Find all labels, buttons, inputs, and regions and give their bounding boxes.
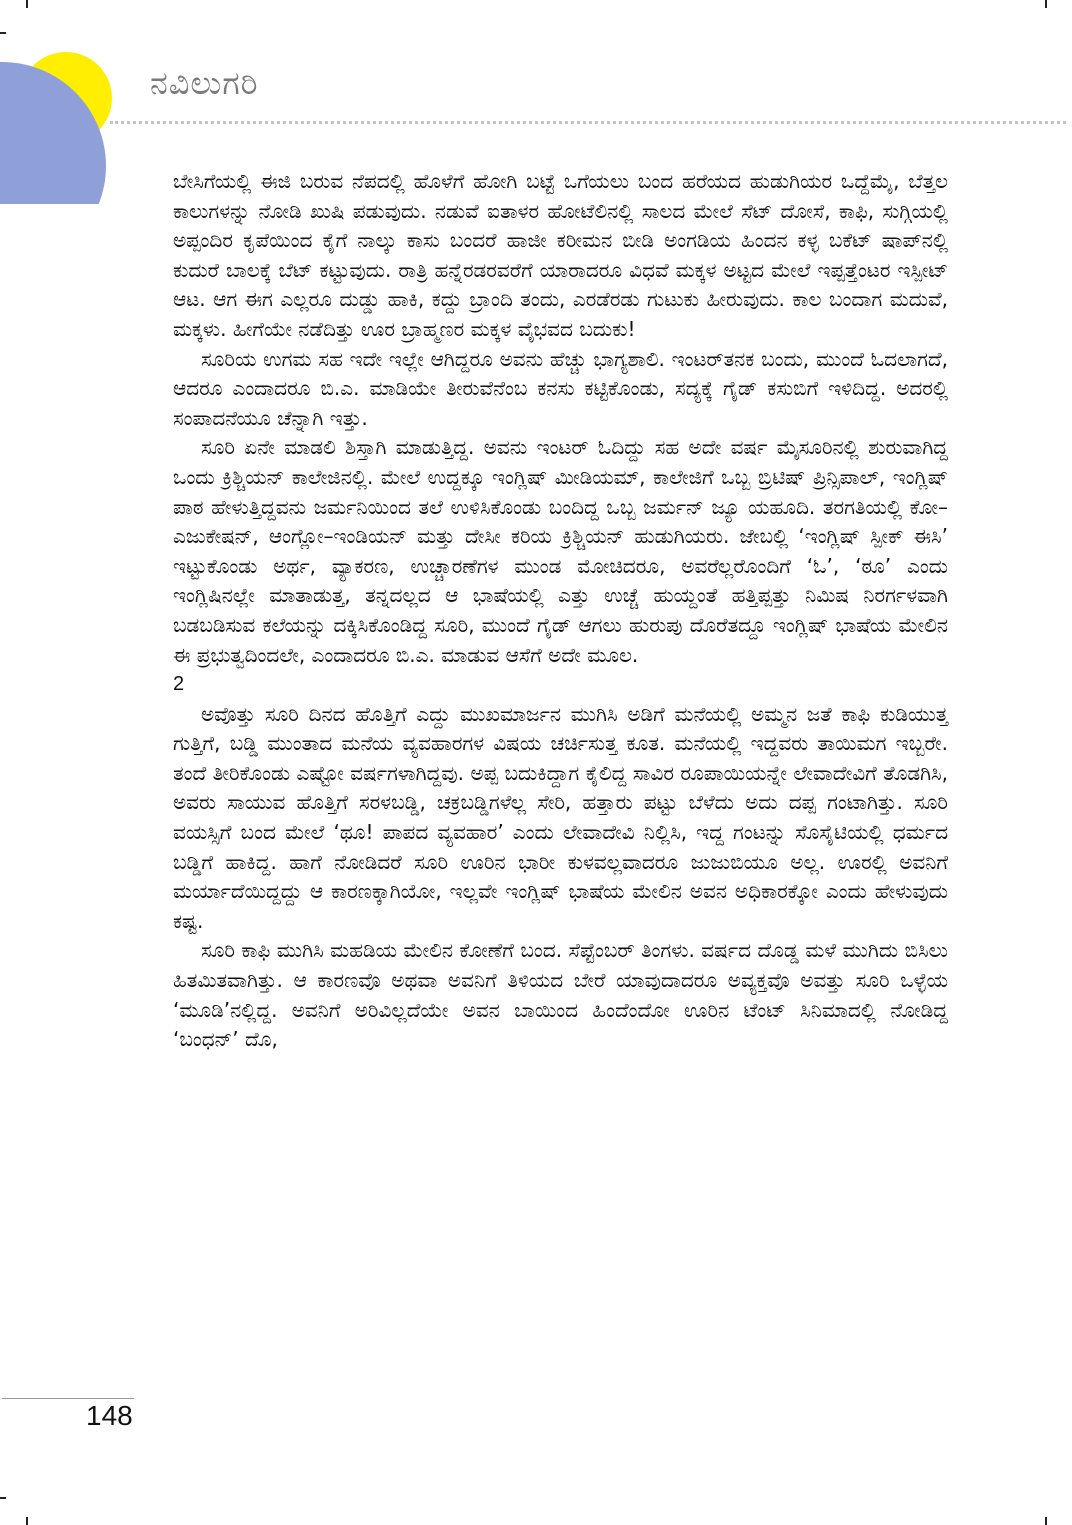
page-body xyxy=(173,167,948,1055)
page-number: 148 xyxy=(86,1400,133,1431)
paragraph: ಬೇಸಿಗೆಯಲ್ಲಿ ಈಜಿ ಬರುವ ನೆಪದಲ್ಲಿ ಹೊಳೆಗೆ ಹೋಗಿ ಬಟ್ಟೆ ಒಗೆಯಲು ಬಂದ ಹರೆಯದ ಹುಡುಗಿಯರ ಒದ್ದೆಮೈ, ಬೆತ್ತಲ ಕಾಲುಗಳನ್ನು ನೋಡಿ ಖುಷಿ ಪಡುವುದು. ನಡುವೆ ಐತಾಳರ ಹೋಟೆಲಿನಲ್ಲಿ ಸಾಲದ ಮೇಲೆ ಸೆಟ್ ದೋಸೆ, ಕಾಫಿ, ಸುಗ್ಗಿಯಲ್ಲಿ ಅಪ್ಪಂದಿರ ಕೃಪೆಯಿಂದ ಕೈಗೆ ನಾಲ್ಕು ಕಾಸು ಬಂದರೆ ಹಾಜೀ ಕರೀಮನ ಬೀಡಿ ಅಂಗಡಿಯ ಹಿಂದನ ಕಳ್ಳ ಬಕೆಟ್ ಷಾಪ್‌ನಲ್ಲಿ ಕುದುರೆ ಬಾಲಕ್ಕೆ ಬೆಟ್ ಕಟ್ಟುವುದು. ರಾತ್ರಿ ಹನ್ನೆರಡರವರೆಗೆ ಯಾರಾದರೂ ವಿಧವೆ ಮಕ್ಕಳ ಅಟ್ಟದ ಮೇಲೆ ಇಪ್ಪತ್ತೆಂಟರ ಇಸ್ಪೀಟ್ ಆಟ. ಆಗ ಈಗ ಎಲ್ಲರೂ ದುಡ್ಡು ಹಾಕಿ, ಕದ್ದು ಬ್ರಾಂದಿ ತಂದು, ಎರಡೆರಡು ಗುಟುಕು ಹೀರುವುದು. ಕಾಲ ಬಂದಾಗ ಮದುವೆ, ಮಕ್ಕಳು. ಹೀಗೆಯೇ ನಡೆದಿತ್ತು ಊರ ಬ್ರಾಹ್ಮಣರ ಮಕ್ಕಳ ವೈಭವದ ಬದುಕು! xyxy=(173,169,948,341)
crop-mark-top-right xyxy=(1045,0,1047,8)
crop-mark-top-left xyxy=(26,0,28,8)
header-dotted-rule xyxy=(110,121,1066,124)
crop-mark-left-lower xyxy=(0,1497,6,1499)
running-header-title: ನವಿಲುಗರಿ xyxy=(150,64,259,102)
crop-mark-bottom-right xyxy=(1045,1517,1047,1525)
paragraph: ಸೂರಿ ಕಾಫಿ ಮುಗಿಸಿ ಮಹಡಿಯ ಮೇಲಿನ ಕೋಣೆಗೆ ಬಂದ. ಸೆಪ್ಟೆಂಬರ್ ತಿಂಗಳು. ವರ್ಷದ ದೊಡ್ಡ ಮಳೆ ಮುಗಿದು ಬಿಸಿಲು ಹಿತಮಿತವಾಗಿತ್ತು. ಆ ಕಾರಣವೊ ಅಥವಾ ಅವನಿಗೆ ತಿಳಿಯದ ಬೇರೆ ಯಾವುದಾದರೂ ಅವ್ಯಕ್ತವೊ ಅವತ್ತು ಸೂರಿ ಒಳ್ಳೆಯ ‘ಮೂಡಿ’ನಲ್ಲಿದ್ದ. ಅವನಿಗೆ ಅರಿವಿಲ್ಲದೆಯೇ ಅವನ ಬಾಯಿಂದ ಹಿಂದೆಂದೋ ಊರಿನ ಟೆಂಟ್ ಸಿನಿಮಾದಲ್ಲಿ ನೋಡಿದ್ದ ‘ಬಂಧನ್’ ದೊ, xyxy=(173,938,948,1052)
paragraph: ಸೂರಿಯ ಉಗಮ ಸಹ ಇದೇ ಇಲ್ಲೇ ಆಗಿದ್ದರೂ ಅವನು ಹೆಚ್ಚು ಭಾಗ್ಯಶಾಲಿ. ಇಂಟರ್‌ತನಕ ಬಂದು, ಮುಂದೆ ಓದಲಾಗದೆ, ಆದರೂ ಎಂದಾದರೂ ಬಿ.ಎ. ಮಾಡಿಯೇ ತೀರುವೆನೆಂಬ ಕನಸು ಕಟ್ಟಿಕೊಂಡು, ಸದ್ಯಕ್ಕೆ ಗೈಡ್ ಕಸುಬಿಗೆ ಇಳಿದಿದ್ದ. ಅದರಲ್ಲಿ ಸಂಪಾದನೆಯೂ ಚೆನ್ನಾಗಿ ಇತ್ತು. xyxy=(173,346,948,430)
paragraph: ಅವೊತ್ತು ಸೂರಿ ದಿನದ ಹೊತ್ತಿಗೆ ಎದ್ದು ಮುಖಮಾರ್ಜನ ಮುಗಿಸಿ ಅಡಿಗೆ ಮನೆಯಲ್ಲಿ ಅಮ್ಮನ ಜತೆ ಕಾಫಿ ಕುಡಿಯುತ್ತ ಗುತ್ತಿಗೆ, ಬಡ್ಡಿ ಮುಂತಾದ ಮನೆಯ ವ್ಯವಹಾರಗಳ ವಿಷಯ ಚರ್ಚಿಸುತ್ತ ಕೂತ. ಮನೆಯಲ್ಲಿ ಇದ್ದವರು ತಾಯಿಮಗ ಇಬ್ಬರೇ. ತಂದೆ ತೀರಿಕೊಂಡು ಎಷ್ಟೋ ವರ್ಷಗಳಾಗಿದ್ದವು. ಅಪ್ಪ ಬದುಕಿದ್ದಾಗ ಕೈಲಿದ್ದ ಸಾವಿರ ರೂಪಾಯಿಯನ್ನೇ ಲೇವಾದೇವಿಗೆ ತೊಡಗಿಸಿ, ಅವರು ಸಾಯುವ ಹೊತ್ತಿಗೆ ಸರಳಬಡ್ಡಿ, ಚಕ್ರಬಡ್ಡಿಗಳೆಲ್ಲ ಸೇರಿ, ಹತ್ತಾರು ಪಟ್ಟು ಬೆಳೆದು ಅದು ದಪ್ಪ ಗಂಟಾಗಿತ್ತು. ಸೂರಿ ವಯಸ್ಸಿಗೆ ಬಂದ ಮೇಲೆ ‘ಥೂ! ಪಾಪದ ವ್ಯವಹಾರ’ ಎಂದು ಲೇವಾದೇವಿ ನಿಲ್ಲಿಸಿ, ಇದ್ದ ಗಂಟನ್ನು ಸೊಸೈಟಿಯಲ್ಲಿ ಧರ್ಮದ ಬಡ್ಡಿಗೆ ಹಾಕಿದ್ದ. ಹಾಗೆ ನೋಡಿದರೆ ಸೂರಿ ಊರಿನ ಭಾರೀ ಕುಳವಲ್ಲವಾದರೂ ಜುಜುಬಿಯೂ ಅಲ್ಲ. ಊರಲ್ಲಿ ಅವನಿಗೆ ಮರ್ಯಾದೆಯಿದ್ದದ್ದು ಆ ಕಾರಣಕ್ಕಾಗಿಯೋ, ಇಲ್ಲವೇ ಇಂಗ್ಲಿಷ್ ಭಾಷೆಯ ಮೇಲಿನ ಅವನ ಅಧಿಕಾರಕ್ಕೋ ಎಂದು ಹೇಳುವುದು ಕಷ್ಟ. xyxy=(173,701,948,933)
paragraph: ಸೂರಿ ಏನೇ ಮಾಡಲಿ ಶಿಸ್ತಾಗಿ ಮಾಡುತ್ತಿದ್ದ. ಅವನು ಇಂಟರ್ ಓದಿದ್ದು ಸಹ ಅದೇ ವರ್ಷ ಮೈಸೂರಿನಲ್ಲಿ ಶುರುವಾಗಿದ್ದ ಒಂದು ಕ್ರಿಶ್ಚಿಯನ್ ಕಾಲೇಜಿನಲ್ಲಿ. ಮೇಲೆ ಉದ್ದಕ್ಕೂ ಇಂಗ್ಲಿಷ್ ಮೀಡಿಯಮ್, ಕಾಲೇಜಿಗೆ ಒಬ್ಬ ಬ್ರಿಟಿಷ್ ಪ್ರಿನ್ಸಿಪಾಲ್, ಇಂಗ್ಲಿಷ್ ಪಾಠ ಹೇಳುತ್ತಿದ್ದವನು ಜರ್ಮನಿಯಿಂದ ತಲೆ ಉಳಿಸಿಕೊಂಡು ಬಂದಿದ್ದ ಒಬ್ಬ ಜರ್ಮನ್ ಜ್ಯೂ ಯಹೂದಿ. ತರಗತಿಯಲ್ಲಿ ಕೋ–ಎಜುಕೇಷನ್, ಆಂಗ್ಲೋ–ಇಂಡಿಯನ್ ಮತ್ತು ದೇಸೀ ಕರಿಯ ಕ್ರಿಶ್ಚಿಯನ್ ಹುಡುಗಿಯರು. ಜೇಬಲ್ಲಿ ‘ಇಂಗ್ಲಿಷ್ ಸ್ಪೀಕ್ ಈಸಿ’ ಇಟ್ಟುಕೊಂಡು ಅರ್ಥ, ವ್ಯಾಕರಣ, ಉಚ್ಚಾರಣೆಗಳ ಮುಂಡ ಮೋಚಿದರೂ, ಅವರೆಲ್ಲರೊಂದಿಗೆ ‘ಓ’, ‘ಠೂ’ ಎಂದು ಇಂಗ್ಲಿಷಿನಲ್ಲೇ ಮಾತಾಡುತ್ತ, ತನ್ನದಲ್ಲದ ಆ ಭಾಷೆಯಲ್ಲಿ ಎತ್ತು ಉಚ್ಚೆ ಹುಯ್ದಂತೆ ಹತ್ತಿಪ್ಪತ್ತು ನಿಮಿಷ ನಿರರ್ಗಳವಾಗಿ ಬಡಬಡಿಸುವ ಕಲೆಯನ್ನು ದಕ್ಕಿಸಿಕೊಂಡಿದ್ದ ಸೂರಿ, ಮುಂದೆ ಗೈಡ್ ಆಗಲು ಹುರುಪು ದೊರೆತದ್ದೂ ಇಂಗ್ಲಿಷ್ ಭಾಷೆಯ ಮೇಲಿನ ಈ ಪ್ರಭುತ್ವದಿಂದಲೇ, ಎಂದಾದರೂ ಬಿ.ಎ. ಮಾಡುವ ಆಸೆಗೆ ಅದೇ ಮೂಲ. xyxy=(173,435,948,667)
footer-rule xyxy=(2,1398,134,1399)
crop-mark-bottom-left xyxy=(26,1517,28,1525)
section-number: 2 xyxy=(173,673,185,696)
crop-mark-left-upper xyxy=(0,32,6,34)
